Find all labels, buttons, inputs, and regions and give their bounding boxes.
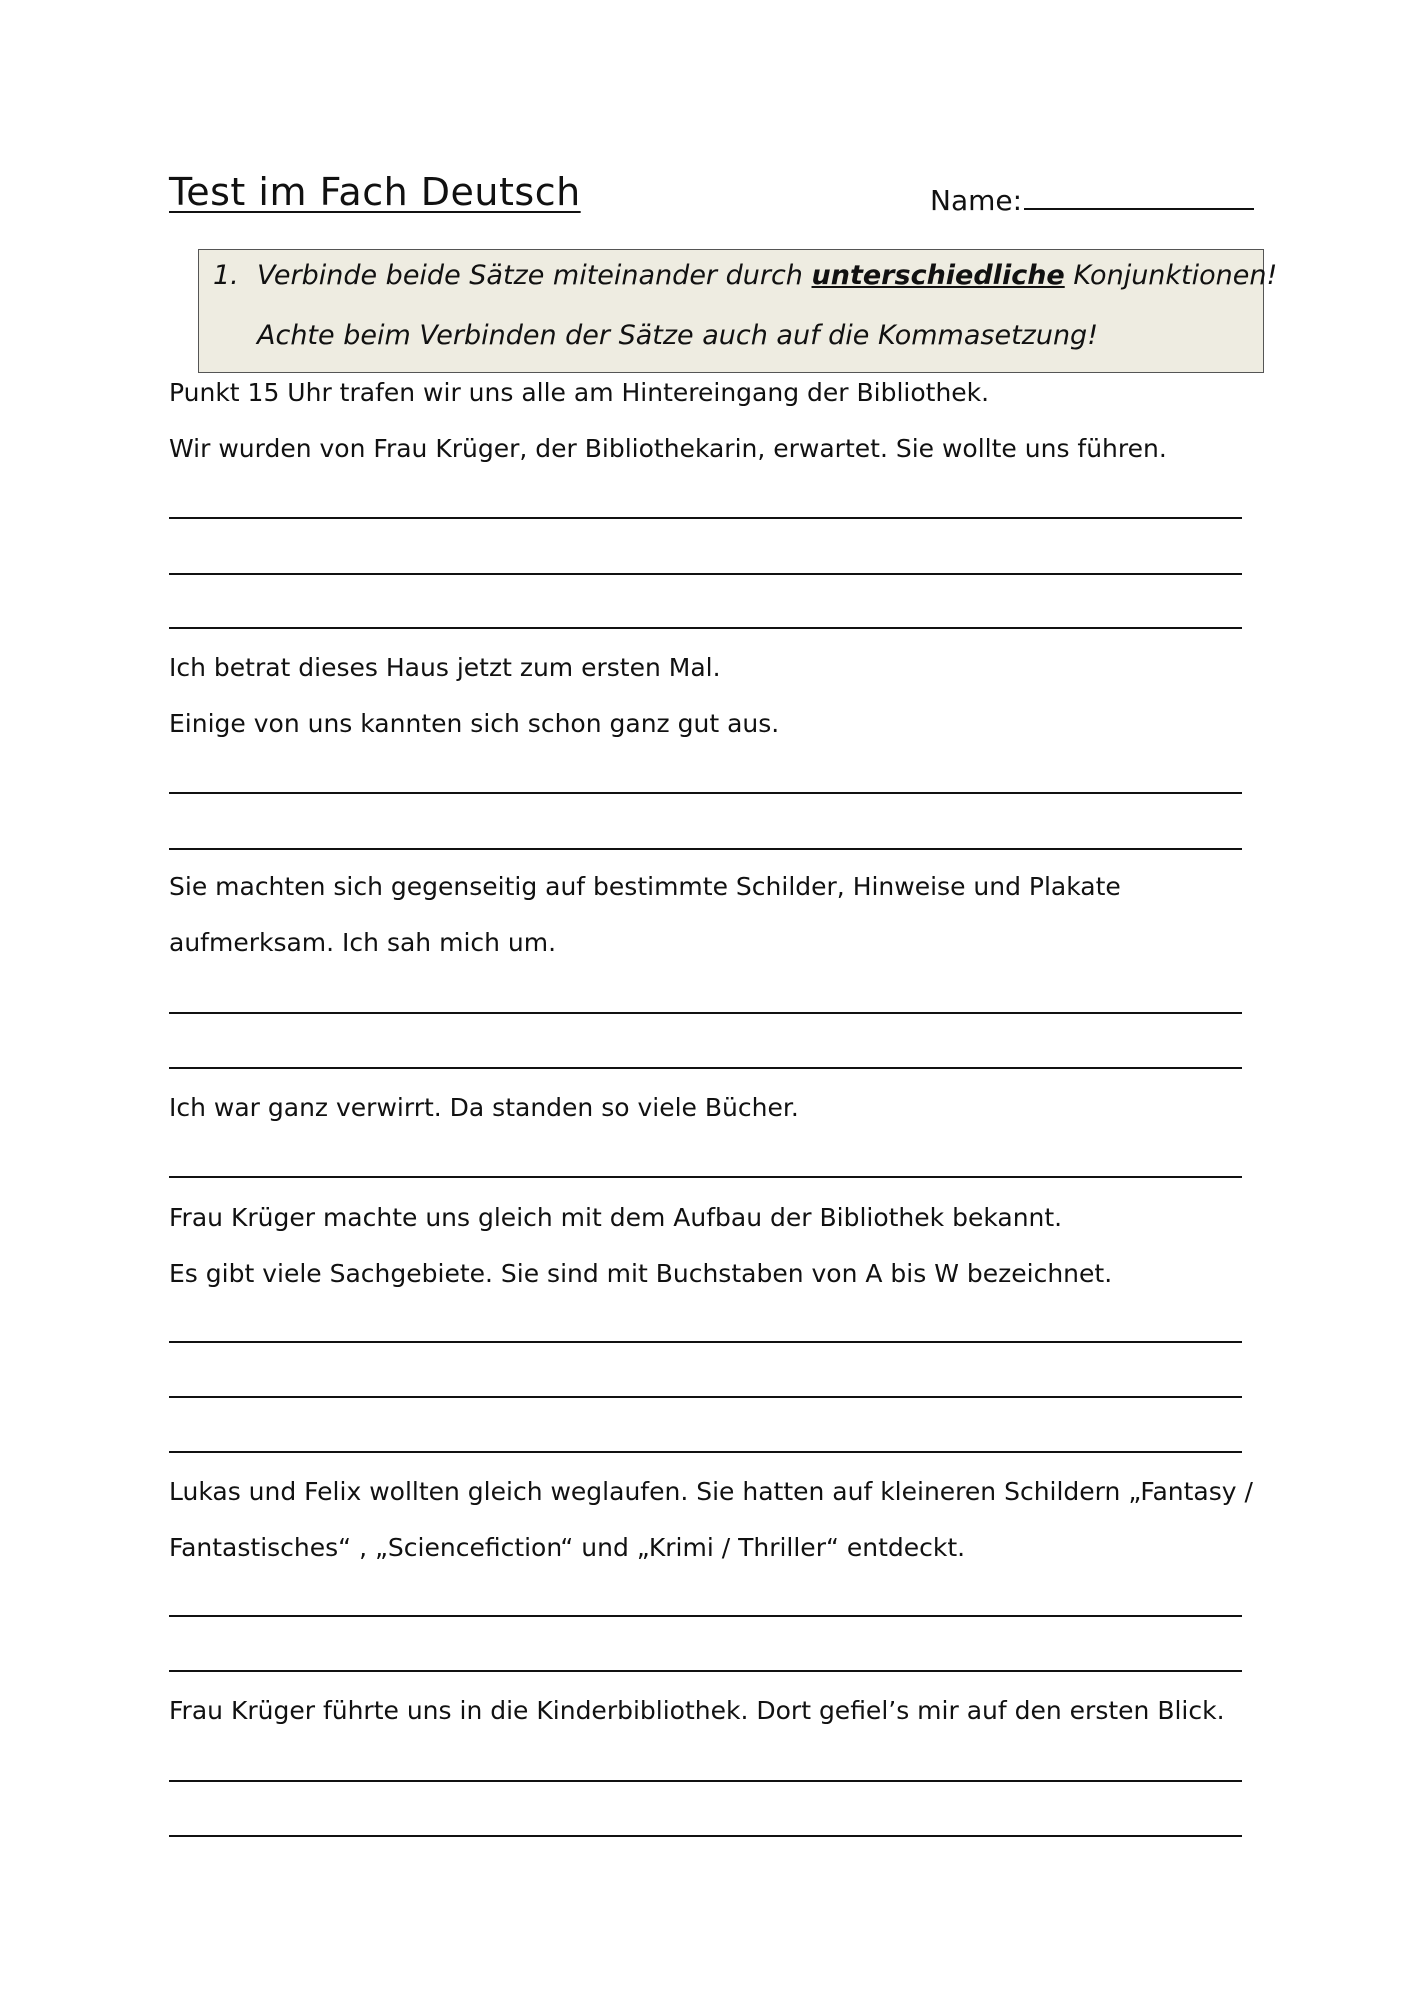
- answer-line[interactable]: [169, 627, 1242, 629]
- task-number: 1.: [213, 260, 239, 291]
- answer-line[interactable]: [169, 1396, 1242, 1398]
- exercise-sentence: Frau Krüger machte uns gleich mit dem Aufbau der Bibliothek bekannt.: [169, 1203, 1063, 1232]
- exercise-sentence: Lukas und Felix wollten gleich weglaufen. Sie hatten auf kleineren Schildern „Fantasy /: [169, 1477, 1253, 1506]
- exercise-sentence: Ich betrat dieses Haus jetzt zum ersten Mal.: [169, 653, 721, 682]
- answer-line[interactable]: [169, 1670, 1242, 1672]
- exercise-sentence: Wir wurden von Frau Krüger, der Bibliothekarin, erwartet. Sie wollte uns führen.: [169, 434, 1167, 463]
- answer-line[interactable]: [169, 848, 1242, 850]
- exercise-sentence: Es gibt viele Sachgebiete. Sie sind mit Buchstaben von A bis W bezeichnet.: [169, 1259, 1113, 1288]
- exercise-sentence: Frau Krüger führte uns in die Kinderbibliothek. Dort gefiel’s mir auf den ersten Blick.: [169, 1696, 1225, 1725]
- answer-line[interactable]: [169, 1835, 1242, 1837]
- answer-line[interactable]: [169, 517, 1242, 519]
- answer-line[interactable]: [169, 1615, 1242, 1617]
- exercise-sentence: Einige von uns kannten sich schon ganz gut aus.: [169, 709, 780, 738]
- exercise-sentence: aufmerksam. Ich sah mich um.: [169, 928, 557, 957]
- exercise-sentence: Punkt 15 Uhr trafen wir uns alle am Hintereingang der Bibliothek.: [169, 378, 990, 407]
- instruction-text: Konjunktionen!: [1064, 260, 1278, 291]
- exercise-sentence: Fantastisches“ , „Sciencefiction“ und „Krimi / Thriller“ entdeckt.: [169, 1533, 966, 1562]
- task-instruction-box: [198, 249, 1278, 373]
- task-instruction-line-1: [257, 260, 1277, 291]
- name-blank-line[interactable]: [1024, 182, 1254, 210]
- name-label: Name:: [930, 184, 1023, 217]
- instruction-emphasis: unterschiedliche: [811, 260, 1065, 291]
- answer-line[interactable]: [169, 1067, 1242, 1069]
- answer-line[interactable]: [169, 1341, 1242, 1343]
- answer-line[interactable]: [169, 573, 1242, 575]
- answer-line[interactable]: [169, 1012, 1242, 1014]
- answer-line[interactable]: [169, 1451, 1242, 1453]
- task-instruction-line-2: Achte beim Verbinden der Sätze auch auf die Kommasetzung!: [257, 320, 1099, 351]
- exercise-sentence: Sie machten sich gegenseitig auf bestimmte Schilder, Hinweise und Plakate: [169, 872, 1121, 901]
- instruction-text: Verbinde beide Sätze miteinander durch: [257, 260, 812, 291]
- name-field: [930, 182, 1254, 217]
- worksheet-title: Test im Fach Deutsch: [169, 170, 581, 214]
- exercise-sentence: Ich war ganz verwirrt. Da standen so viele Bücher.: [169, 1093, 799, 1122]
- answer-line[interactable]: [169, 1780, 1242, 1782]
- answer-line[interactable]: [169, 1176, 1242, 1178]
- answer-line[interactable]: [169, 792, 1242, 794]
